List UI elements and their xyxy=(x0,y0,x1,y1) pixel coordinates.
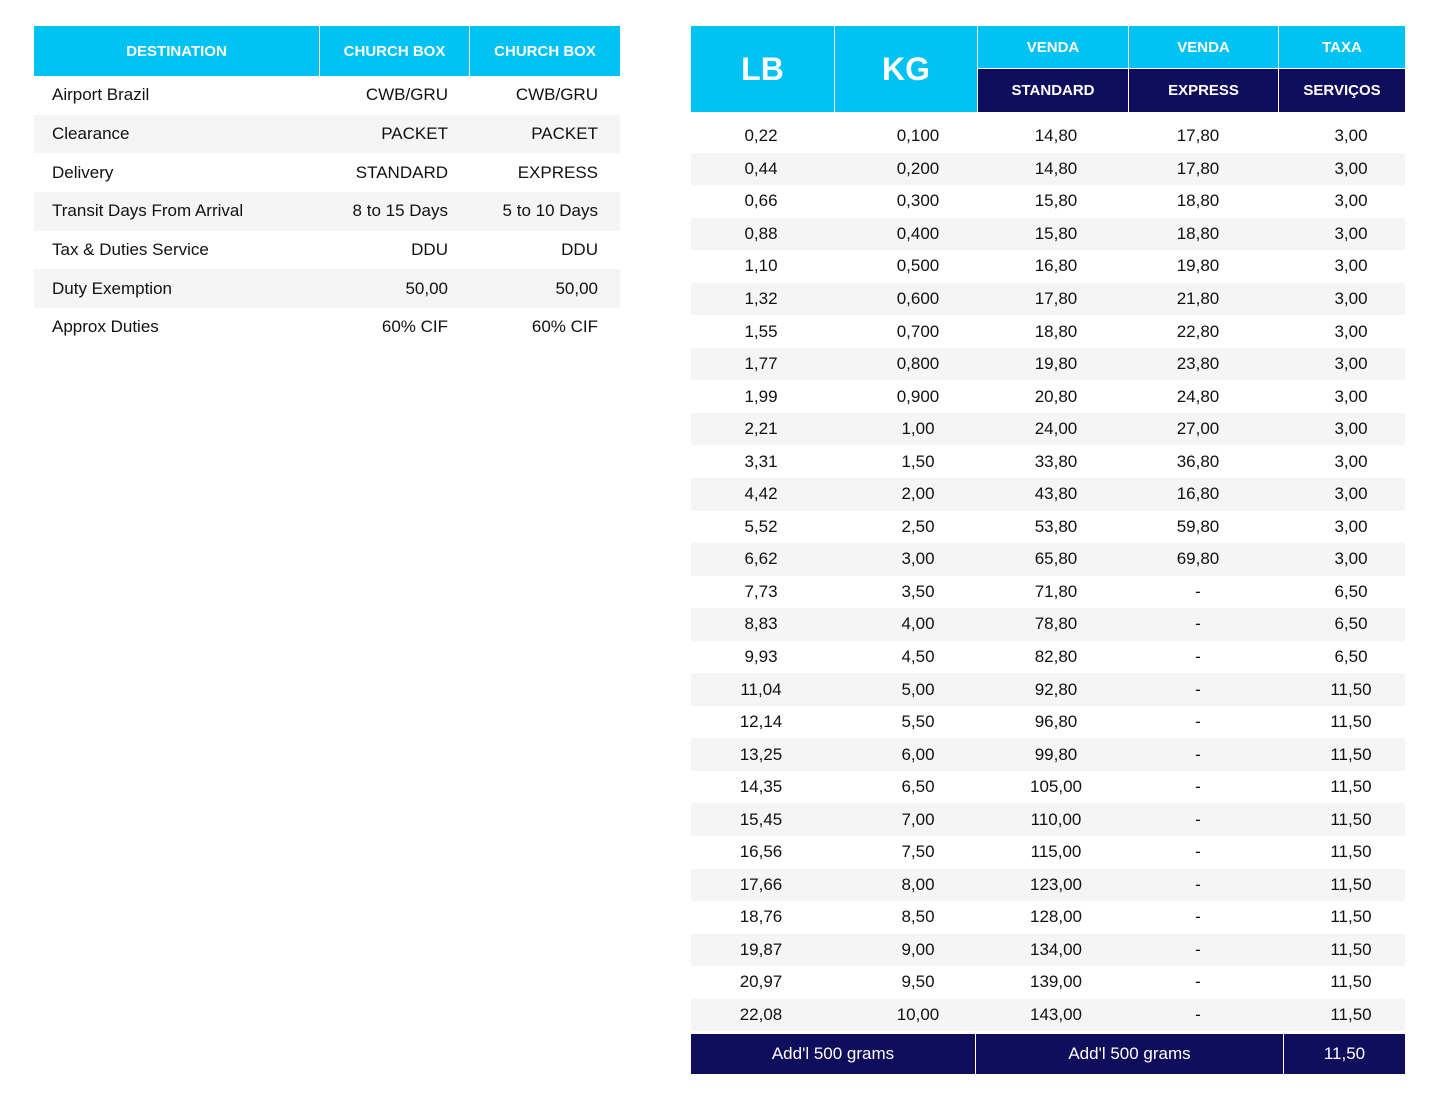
cell-kg: 7,00 xyxy=(901,809,935,829)
table-row xyxy=(691,250,1405,283)
cell-taxa: 11,50 xyxy=(1330,744,1372,764)
cell-standard: 128,00 xyxy=(1030,907,1082,927)
cell-lb: 1,32 xyxy=(744,289,778,308)
cell-lb: 13,25 xyxy=(739,744,783,764)
cell-taxa: 3,00 xyxy=(1334,321,1368,341)
table-row xyxy=(34,76,620,115)
row-value: 60% CIF xyxy=(531,317,598,337)
header-church-box-standard: CHURCH BOX xyxy=(320,26,470,76)
table-row xyxy=(691,543,1405,576)
cell-taxa: 3,00 xyxy=(1334,256,1368,276)
cell-taxa: 11,50 xyxy=(1330,809,1372,829)
cell-taxa: 11,50 xyxy=(1330,907,1372,927)
cell-taxa: 11,50 xyxy=(1330,777,1372,797)
rate-table xyxy=(691,26,1405,1074)
row-value: STANDARD xyxy=(355,162,448,182)
table-row xyxy=(34,153,620,192)
table-row xyxy=(691,771,1405,804)
cell-kg: 5,50 xyxy=(901,712,935,732)
cell-kg: 9,00 xyxy=(901,939,935,959)
header-lb: LB xyxy=(691,26,835,112)
cell-express: 19,80 xyxy=(1176,256,1220,276)
cell-kg: 0,500 xyxy=(896,256,940,276)
header-venda-express: VENDA xyxy=(1129,26,1279,68)
table-row xyxy=(691,445,1405,478)
cell-express: - xyxy=(1195,614,1201,634)
cell-kg: 8,00 xyxy=(901,874,935,894)
cell-standard: 18,80 xyxy=(1034,321,1078,341)
cell-express: - xyxy=(1195,581,1201,601)
cell-express: 16,80 xyxy=(1176,484,1220,504)
table-row xyxy=(691,934,1405,967)
cell-kg: 4,50 xyxy=(901,647,935,667)
table-row xyxy=(34,308,620,347)
cell-lb: 17,66 xyxy=(739,874,783,894)
cell-standard: 71,80 xyxy=(1034,581,1078,601)
cell-standard: 65,80 xyxy=(1034,549,1078,569)
header-standard: STANDARD xyxy=(978,69,1129,112)
cell-standard: 15,80 xyxy=(1034,223,1078,243)
cell-lb: 16,56 xyxy=(739,842,783,862)
rate-table-rows xyxy=(691,120,1405,1031)
cell-taxa: 3,00 xyxy=(1334,386,1368,406)
cell-kg: 0,200 xyxy=(896,158,940,178)
row-label: Airport Brazil xyxy=(52,85,150,105)
header-destination: DESTINATION xyxy=(34,26,320,76)
cell-lb: 3,31 xyxy=(744,451,778,471)
cell-kg: 2,50 xyxy=(901,516,935,536)
table-row xyxy=(691,120,1405,153)
cell-kg: 0,300 xyxy=(896,191,940,211)
table-row xyxy=(691,315,1405,348)
cell-kg: 2,00 xyxy=(901,484,935,504)
cell-lb: 18,76 xyxy=(739,907,783,927)
table-row xyxy=(691,283,1405,316)
header-taxa: TAXA xyxy=(1279,26,1405,68)
table-row xyxy=(691,641,1405,674)
cell-express: 17,80 xyxy=(1176,158,1220,178)
cell-lb: 1,55 xyxy=(744,321,778,341)
header-kg: KG xyxy=(835,26,978,112)
cell-standard: 139,00 xyxy=(1030,972,1082,992)
table-row xyxy=(691,218,1405,251)
cell-express: 24,80 xyxy=(1176,386,1220,406)
cell-kg: 6,00 xyxy=(901,744,935,764)
cell-express: - xyxy=(1195,679,1201,699)
cell-express: - xyxy=(1195,907,1201,927)
cell-express: 22,80 xyxy=(1176,321,1220,341)
cell-kg: 0,400 xyxy=(896,223,940,243)
rate-table-header xyxy=(691,26,1405,112)
cell-standard: 19,80 xyxy=(1034,354,1078,374)
row-value: PACKET xyxy=(381,124,448,144)
row-label: Transit Days From Arrival xyxy=(52,201,244,221)
cell-standard: 96,80 xyxy=(1034,712,1078,732)
cell-express: - xyxy=(1195,939,1201,959)
cell-taxa: 11,50 xyxy=(1330,679,1372,699)
cell-lb: 15,45 xyxy=(739,809,783,829)
cell-taxa: 11,50 xyxy=(1330,1005,1372,1025)
service-details-header xyxy=(34,26,620,76)
table-row xyxy=(34,231,620,270)
cell-express: 59,80 xyxy=(1176,516,1220,536)
cell-taxa: 3,00 xyxy=(1334,158,1368,178)
cell-lb: 22,08 xyxy=(739,1005,783,1025)
cell-express: 36,80 xyxy=(1176,451,1220,471)
service-details-rows xyxy=(34,76,620,347)
cell-taxa: 3,00 xyxy=(1334,484,1368,504)
cell-kg: 8,50 xyxy=(901,907,935,927)
row-label: Duty Exemption xyxy=(52,278,172,298)
cell-taxa: 3,00 xyxy=(1334,223,1368,243)
cell-taxa: 3,00 xyxy=(1334,419,1368,439)
table-row xyxy=(691,803,1405,836)
row-label: Delivery xyxy=(52,162,114,182)
cell-taxa: 3,00 xyxy=(1334,516,1368,536)
cell-taxa: 11,50 xyxy=(1330,842,1372,862)
cell-taxa: 11,50 xyxy=(1330,874,1372,894)
header-express: EXPRESS xyxy=(1129,69,1279,112)
table-row xyxy=(34,269,620,308)
cell-kg: 0,900 xyxy=(896,386,940,406)
cell-express: 18,80 xyxy=(1176,223,1220,243)
cell-lb: 2,21 xyxy=(744,419,778,439)
table-row xyxy=(691,478,1405,511)
cell-kg: 4,00 xyxy=(901,614,935,634)
cell-express: - xyxy=(1195,842,1201,862)
table-row xyxy=(691,348,1405,381)
cell-kg: 0,600 xyxy=(896,289,940,308)
cell-kg: 1,00 xyxy=(901,419,935,439)
cell-express: - xyxy=(1195,712,1201,732)
table-row xyxy=(691,608,1405,641)
cell-standard: 134,00 xyxy=(1030,939,1082,959)
cell-standard: 110,00 xyxy=(1030,809,1082,829)
row-label: Tax & Duties Service xyxy=(52,240,209,260)
cell-lb: 1,77 xyxy=(744,354,778,374)
row-value: 50,00 xyxy=(405,278,448,298)
cell-kg: 10,00 xyxy=(896,1005,940,1025)
cell-express: - xyxy=(1195,972,1201,992)
row-value: DDU xyxy=(561,240,598,260)
cell-taxa: 3,00 xyxy=(1334,354,1368,374)
cell-taxa: 11,50 xyxy=(1330,712,1372,732)
table-row xyxy=(691,966,1405,999)
cell-standard: 82,80 xyxy=(1034,647,1078,667)
cell-lb: 12,14 xyxy=(739,712,783,732)
cell-lb: 5,52 xyxy=(744,516,778,536)
cell-kg: 7,50 xyxy=(901,842,935,862)
table-row xyxy=(691,673,1405,706)
cell-lb: 9,93 xyxy=(744,647,778,667)
cell-express: - xyxy=(1195,874,1201,894)
cell-standard: 143,00 xyxy=(1030,1005,1082,1025)
cell-lb: 0,44 xyxy=(744,158,778,178)
cell-express: 21,80 xyxy=(1176,289,1220,308)
cell-standard: 53,80 xyxy=(1034,516,1078,536)
cell-taxa: 3,00 xyxy=(1334,191,1368,211)
cell-taxa: 3,00 xyxy=(1334,549,1368,569)
table-row xyxy=(691,511,1405,544)
cell-express: 23,80 xyxy=(1176,354,1220,374)
table-row xyxy=(691,413,1405,446)
cell-standard: 105,00 xyxy=(1030,777,1082,797)
cell-express: 69,80 xyxy=(1176,549,1220,569)
cell-lb: 0,66 xyxy=(744,191,778,211)
row-value: EXPRESS xyxy=(517,162,598,182)
service-details-table xyxy=(34,26,620,347)
cell-lb: 0,88 xyxy=(744,223,778,243)
cell-lb: 4,42 xyxy=(744,484,778,504)
cell-taxa: 3,00 xyxy=(1334,451,1368,471)
row-label: Clearance xyxy=(52,124,130,144)
row-value: PACKET xyxy=(531,124,598,144)
cell-standard: 17,80 xyxy=(1034,289,1078,308)
cell-express: - xyxy=(1195,744,1201,764)
cell-express: 17,80 xyxy=(1176,126,1220,146)
cell-taxa: 6,50 xyxy=(1334,647,1368,667)
table-row xyxy=(691,380,1405,413)
footer-additional-weight-2: Add'l 500 grams xyxy=(976,1034,1284,1074)
cell-kg: 0,700 xyxy=(896,321,940,341)
cell-taxa: 3,00 xyxy=(1334,289,1368,308)
cell-express: - xyxy=(1195,777,1201,797)
table-row xyxy=(34,192,620,231)
cell-kg: 0,800 xyxy=(896,354,940,374)
cell-lb: 0,22 xyxy=(744,126,778,146)
cell-kg: 3,00 xyxy=(901,549,935,569)
cell-kg: 0,100 xyxy=(896,126,940,146)
cell-taxa: 11,50 xyxy=(1330,972,1372,992)
cell-kg: 9,50 xyxy=(901,972,935,992)
table-row xyxy=(691,153,1405,186)
cell-standard: 16,80 xyxy=(1034,256,1078,276)
table-row xyxy=(34,115,620,154)
cell-standard: 24,00 xyxy=(1034,419,1078,439)
cell-lb: 7,73 xyxy=(744,581,778,601)
cell-standard: 92,80 xyxy=(1034,679,1078,699)
cell-taxa: 6,50 xyxy=(1334,614,1368,634)
cell-standard: 43,80 xyxy=(1034,484,1078,504)
cell-kg: 3,50 xyxy=(901,581,935,601)
table-row xyxy=(691,185,1405,218)
cell-lb: 19,87 xyxy=(739,939,783,959)
cell-lb: 20,97 xyxy=(739,972,783,992)
row-value: 60% CIF xyxy=(381,317,448,337)
cell-taxa: 11,50 xyxy=(1330,939,1372,959)
cell-express: - xyxy=(1195,809,1201,829)
row-value: DDU xyxy=(411,240,448,260)
cell-taxa: 3,00 xyxy=(1334,126,1368,146)
row-value: 50,00 xyxy=(555,278,598,298)
rate-table-footer xyxy=(691,1034,1405,1074)
cell-lb: 1,10 xyxy=(744,256,778,276)
header-servicos: SERVIÇOS xyxy=(1279,69,1405,112)
table-row xyxy=(691,901,1405,934)
table-row xyxy=(691,869,1405,902)
cell-standard: 14,80 xyxy=(1034,126,1078,146)
header-venda-standard: VENDA xyxy=(978,26,1129,68)
cell-express: - xyxy=(1195,1005,1201,1025)
cell-lb: 8,83 xyxy=(744,614,778,634)
cell-lb: 11,04 xyxy=(740,679,782,699)
cell-express: 27,00 xyxy=(1176,419,1220,439)
cell-lb: 6,62 xyxy=(744,549,778,569)
row-value: 8 to 15 Days xyxy=(352,201,448,221)
table-row xyxy=(691,738,1405,771)
cell-standard: 99,80 xyxy=(1034,744,1078,764)
cell-lb: 1,99 xyxy=(744,386,778,406)
cell-standard: 78,80 xyxy=(1034,614,1078,634)
cell-taxa: 6,50 xyxy=(1334,581,1368,601)
row-value: CWB/GRU xyxy=(365,85,448,105)
cell-standard: 20,80 xyxy=(1034,386,1078,406)
table-row xyxy=(691,576,1405,609)
footer-additional-tax: 11,50 xyxy=(1323,1044,1366,1064)
header-church-box-express: CHURCH BOX xyxy=(494,42,596,60)
cell-kg: 5,00 xyxy=(901,679,935,699)
table-row xyxy=(691,999,1405,1032)
cell-express: - xyxy=(1195,647,1201,667)
table-row xyxy=(691,706,1405,739)
row-value: 5 to 10 Days xyxy=(502,201,598,221)
cell-standard: 123,00 xyxy=(1030,874,1082,894)
row-label: Approx Duties xyxy=(52,317,159,337)
cell-kg: 6,50 xyxy=(901,777,935,797)
cell-express: 18,80 xyxy=(1176,191,1220,211)
cell-standard: 115,00 xyxy=(1030,842,1082,862)
row-value: CWB/GRU xyxy=(515,85,598,105)
cell-standard: 15,80 xyxy=(1034,191,1078,211)
cell-standard: 33,80 xyxy=(1034,451,1078,471)
table-row xyxy=(691,836,1405,869)
cell-standard: 14,80 xyxy=(1034,158,1078,178)
cell-lb: 14,35 xyxy=(739,777,783,797)
footer-additional-weight-1: Add'l 500 grams xyxy=(691,1034,976,1074)
cell-kg: 1,50 xyxy=(901,451,935,471)
